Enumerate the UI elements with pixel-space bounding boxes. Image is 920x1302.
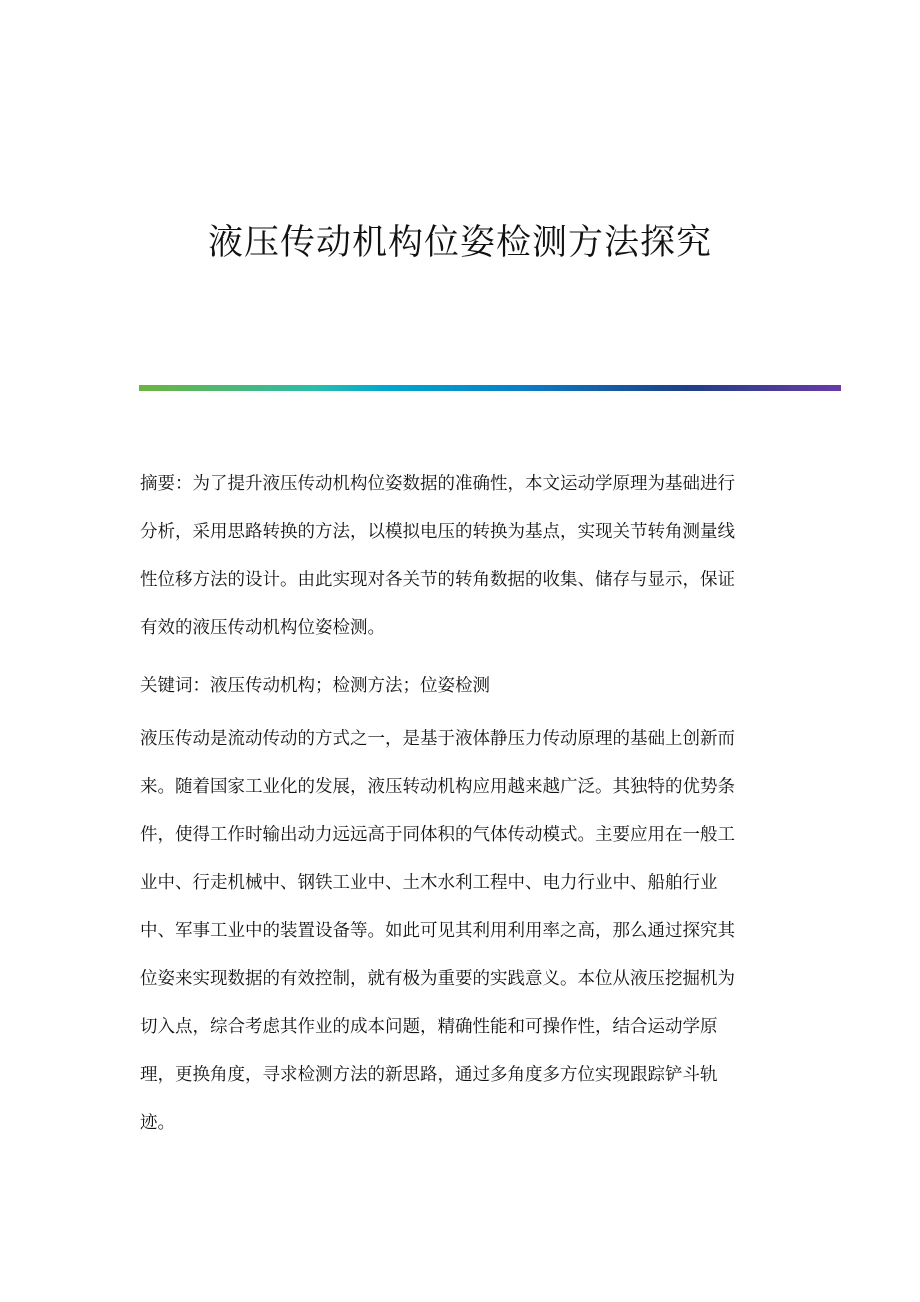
document-title: 液压传动机构位姿检测方法探究: [207, 223, 712, 263]
body-line: 来。随着国家工业化的发展，液压转动机构应用越来越广泛。其独特的优势条: [140, 777, 735, 797]
abstract-line: 分析，采用思路转换的方法，以模拟电压的转换为基点，实现关节转角测量线: [140, 522, 735, 542]
gradient-divider: [139, 385, 841, 391]
body-line: 业中、行走机械中、钢铁工业中、土木水利工程中、电力行业中、船舶行业: [140, 873, 718, 893]
abstract-line: 有效的液压传动机构位姿检测。: [140, 618, 385, 638]
abstract: [140, 472, 780, 664]
body-line: 理，更换角度，寻求检测方法的新思路，通过多角度多方位实现跟踪铲斗轨: [140, 1065, 718, 1085]
body-line: 位姿来实现数据的有效控制，就有极为重要的实践意义。本位从液压挖掘机为: [140, 969, 735, 989]
abstract-line: 性位移方法的设计。由此实现对各关节的转角数据的收集、储存与显示，保证: [140, 570, 735, 590]
keywords-line: 关键词：液压传动机构；检测方法；位姿检测: [140, 676, 490, 696]
body-line: 切入点，综合考虑其作业的成本问题，精确性能和可操作性，结合运动学原: [140, 1017, 718, 1037]
body-paragraph: [140, 727, 780, 1159]
body-line: 件，使得工作时输出动力远远高于同体积的气体传动模式。主要应用在一般工: [140, 825, 735, 845]
body-line: 液压传动是流动传动的方式之一，是基于液体静压力传动原理的基础上创新而: [140, 729, 735, 749]
keywords: [140, 674, 780, 722]
body-line: 迹。: [140, 1113, 175, 1133]
abstract-line: 摘要：为了提升液压传动机构位姿数据的准确性，本文运动学原理为基础进行: [140, 474, 735, 494]
body-line: 中、军事工业中的装置设备等。如此可见其利用利用率之高，那么通过探究其: [140, 921, 735, 941]
